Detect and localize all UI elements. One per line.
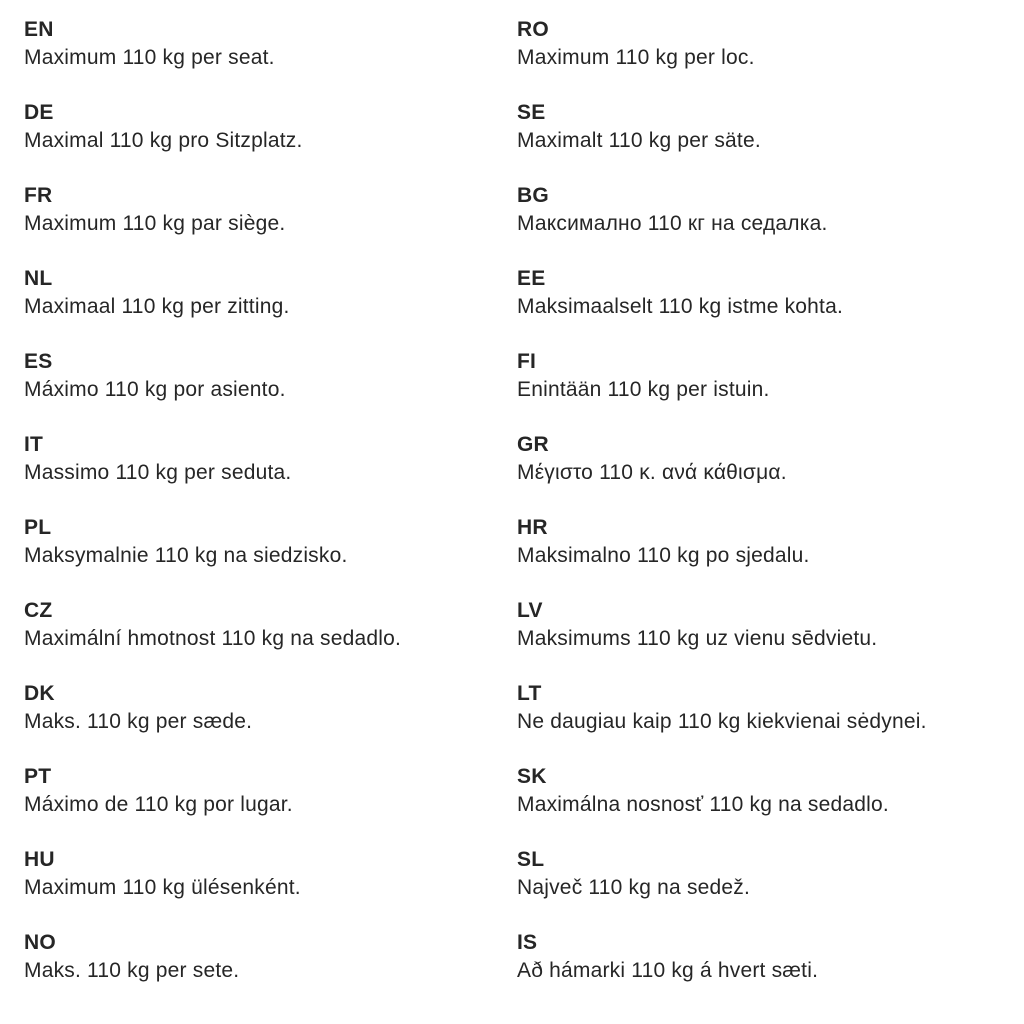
translation-text: Maks. 110 kg per sete. <box>24 959 240 982</box>
translation-text: Enintään 110 kg per istuin. <box>517 378 770 401</box>
column-left <box>24 16 517 1024</box>
translation-text: Maximaal 110 kg per zitting. <box>24 295 290 318</box>
translation-text: Maximalt 110 kg per säte. <box>517 129 761 152</box>
language-code: FI <box>517 350 537 373</box>
translation-text: Максимално 110 кг на седалка. <box>517 212 828 235</box>
language-code: PT <box>24 765 52 788</box>
language-code: IT <box>24 433 44 456</box>
translation-text: Maximum 110 kg par siège. <box>24 212 286 235</box>
language-entry <box>24 265 517 321</box>
language-entry <box>517 514 1014 570</box>
translation-text: Maksimalno 110 kg po sjedalu. <box>517 544 810 567</box>
language-entry <box>517 929 1014 985</box>
language-entry <box>24 99 517 155</box>
language-entry <box>517 763 1014 819</box>
language-entry <box>517 597 1014 653</box>
translation-text: Μέγιστο 110 κ. ανά κάθισμα. <box>517 461 787 484</box>
language-entry <box>24 846 517 902</box>
language-entry <box>517 846 1014 902</box>
language-code: BG <box>517 184 549 207</box>
language-code: CZ <box>24 599 53 622</box>
language-code: LT <box>517 682 542 705</box>
language-entry <box>24 348 517 404</box>
language-entry <box>517 16 1014 72</box>
translation-text: Maksymalnie 110 kg na siedzisko. <box>24 544 348 567</box>
language-entry <box>24 514 517 570</box>
translation-text: Maximal 110 kg pro Sitzplatz. <box>24 129 303 152</box>
translation-text: Maximum 110 kg per loc. <box>517 46 755 69</box>
language-entry <box>517 99 1014 155</box>
language-code: GR <box>517 433 549 456</box>
translation-text: Maximum 110 kg per seat. <box>24 46 275 69</box>
language-code: DE <box>24 101 54 124</box>
language-entry <box>24 680 517 736</box>
language-code: DK <box>24 682 55 705</box>
language-code: EE <box>517 267 546 290</box>
translation-text: Máximo de 110 kg por lugar. <box>24 793 293 816</box>
language-entry <box>24 597 517 653</box>
language-code: HR <box>517 516 548 539</box>
column-right <box>517 16 1014 1024</box>
language-code: FR <box>24 184 53 207</box>
language-entry <box>517 182 1014 238</box>
translation-text: Maksimums 110 kg uz vienu sēdvietu. <box>517 627 878 650</box>
language-code: SK <box>517 765 547 788</box>
translation-text: Največ 110 kg na sedež. <box>517 876 751 899</box>
translation-text: Maks. 110 kg per sæde. <box>24 710 253 733</box>
translation-text: Massimo 110 kg per seduta. <box>24 461 292 484</box>
language-entry <box>517 431 1014 487</box>
translation-text: Maksimaalselt 110 kg istme kohta. <box>517 295 844 318</box>
language-code: NO <box>24 931 56 954</box>
language-entry <box>517 348 1014 404</box>
translation-text: Maximálna nosnosť 110 kg na sedadlo. <box>517 793 889 816</box>
language-code: SE <box>517 101 546 124</box>
language-entry <box>24 182 517 238</box>
language-entry <box>24 929 517 985</box>
language-code: RO <box>517 18 549 41</box>
language-entry <box>24 763 517 819</box>
language-entry <box>24 16 517 72</box>
language-code: IS <box>517 931 538 954</box>
language-entry <box>517 265 1014 321</box>
translation-text: Maximum 110 kg ülésenként. <box>24 876 301 899</box>
language-code: SL <box>517 848 545 871</box>
translation-text: Máximo 110 kg por asiento. <box>24 378 286 401</box>
translation-text: Maximální hmotnost 110 kg na sedadlo. <box>24 627 402 650</box>
language-code: NL <box>24 267 53 290</box>
translation-text: Ne daugiau kaip 110 kg kiekvienai sėdynei. <box>517 710 927 733</box>
language-code: EN <box>24 18 54 41</box>
language-entry <box>24 431 517 487</box>
language-code: ES <box>24 350 53 373</box>
language-code: HU <box>24 848 55 871</box>
language-code: LV <box>517 599 543 622</box>
language-code: PL <box>24 516 52 539</box>
language-entry <box>517 680 1014 736</box>
translation-text: Að hámarki 110 kg á hvert sæti. <box>517 959 819 982</box>
